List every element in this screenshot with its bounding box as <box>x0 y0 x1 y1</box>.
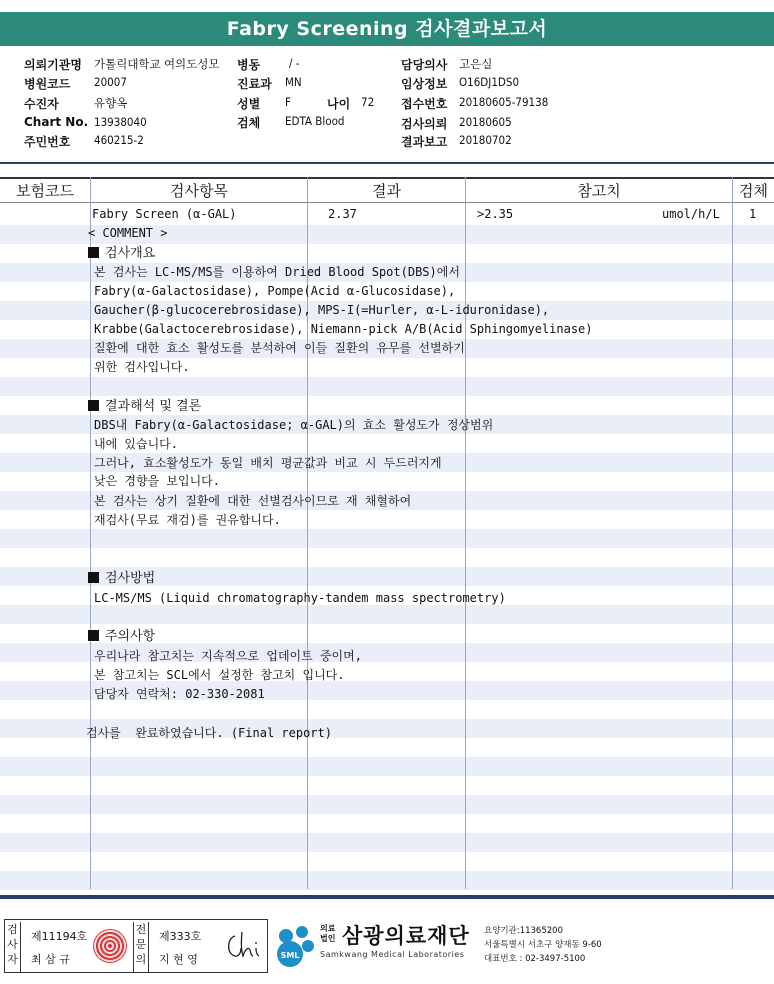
header-divider <box>0 162 774 164</box>
specialist-label: 전문의 <box>133 922 149 972</box>
organization-block <box>272 918 772 974</box>
table-row-stripe <box>0 377 774 396</box>
text-line: 본 참고치는 SCL에서 설정한 참고치 입니다. <box>94 668 345 682</box>
text-line: 재검사(무료 재검)를 권유합니다. <box>94 513 281 527</box>
table-row-stripe <box>0 871 774 890</box>
column-line <box>90 177 91 889</box>
specialist-license: 제333호 <box>159 930 202 943</box>
text-line: 우리나라 참고치는 지속적으로 업데이트 중이며, <box>94 649 362 663</box>
organization-english-name: Samkwang Medical Laboratories <box>320 950 465 959</box>
result-unit: umol/h/L <box>662 207 720 221</box>
organization-name: 삼광의료재단 <box>342 924 470 948</box>
table-row-stripe <box>0 776 774 795</box>
organization-phone: 대표번호 : 02-3497-5100 <box>484 954 586 964</box>
specialist-name: 지 현 영 <box>159 953 198 966</box>
bullet-square-icon <box>88 630 99 641</box>
final-note: 검사를 완료하였습니다. (Final report) <box>86 726 332 740</box>
logo-text: SML <box>280 951 300 960</box>
section-title-method: 검사방법 <box>88 569 155 588</box>
specialist-signature <box>223 928 263 964</box>
bullet-square-icon <box>88 572 99 583</box>
column-line <box>465 177 466 889</box>
bullet-square-icon <box>88 247 99 258</box>
text-line: Krabbe(Galactocerebrosidase), Niemann-pick A/B(Acid Sphingomyelinase) <box>94 322 593 336</box>
examiner-name: 최 삼 규 <box>31 953 70 966</box>
column-header-item: 검사항목 <box>170 182 228 200</box>
section-title-caution: 주의사항 <box>88 627 155 646</box>
text-line: 본 검사는 상기 질환에 대한 선별검사이므로 재 채혈하여 <box>94 494 412 508</box>
text-line: 낮은 경향을 보입니다. <box>94 474 221 488</box>
text-line: Gaucher(β-glucocerebrosidase), MPS-I(=Hurler, α-L-iduronidase), <box>94 303 550 317</box>
sml-logo-icon <box>272 922 318 970</box>
column-line <box>732 177 733 889</box>
result-item: Fabry Screen (α-GAL) <box>92 207 237 221</box>
table-row-stripe <box>0 795 774 814</box>
text-line: Fabry(α-Galactosidase), Pompe(Acid α-Glucosidase), <box>94 284 456 298</box>
text-line: 그러나, 효소활성도가 동일 배치 평균값과 비교 시 두드러지게 <box>94 456 442 470</box>
examiner-seal <box>93 929 127 963</box>
table-row-stripe <box>0 852 774 871</box>
table-header <box>0 177 774 203</box>
text-line: 본 검사는 LC-MS/MS를 이용하여 Dried Blood Spot(DBS)에서 <box>94 265 460 279</box>
text-line: 위한 검사입니다. <box>94 360 190 374</box>
table-row-stripe <box>0 548 774 567</box>
table-row-stripe <box>0 814 774 833</box>
table-row-stripe <box>0 833 774 852</box>
result-specimen: 1 <box>749 207 757 221</box>
column-header-reference: 참고치 <box>577 182 621 200</box>
section-title-overview: 검사개요 <box>88 244 155 263</box>
bullet-square-icon <box>88 400 99 411</box>
examiner-license: 제11194호 <box>31 930 88 943</box>
column-header-code: 보험코드 <box>16 182 74 200</box>
text-line: 내에 있습니다. <box>94 437 179 451</box>
text-line: 담당자 연락처: 02-330-2081 <box>94 687 265 701</box>
result-value: 2.37 <box>328 207 357 221</box>
text-line: 질환에 대한 효소 활성도를 분석하여 이들 질환의 유무를 선별하기 <box>94 341 465 355</box>
corp-label: 의료 법인 <box>320 924 336 943</box>
report-title: Fabry Screening 검사결과보고서 <box>0 12 774 46</box>
organization-code: 요양기관:11365200 <box>484 926 563 936</box>
table-row-stripe <box>0 529 774 548</box>
text-line: LC-MS/MS (Liquid chromatography-tandem mass spectrometry) <box>94 591 506 605</box>
signature-box <box>4 919 268 973</box>
section-title-interpretation: 결과해석 및 결론 <box>88 397 201 416</box>
text-line: DBS내 Fabry(α-Galactosidase; α-GAL)의 효소 활성도가 정상범위 <box>94 418 494 432</box>
organization-address: 서울특별시 서초구 양재동 9-60 <box>484 940 602 950</box>
column-header-result: 결과 <box>372 182 401 200</box>
result-reference: >2.35 <box>477 207 514 221</box>
footer-divider <box>0 895 774 899</box>
column-header-specimen: 검체 <box>739 182 768 200</box>
comment-label: < COMMENT > <box>88 226 168 240</box>
examiner-label: 검사자 <box>5 922 21 972</box>
table-row-stripe <box>0 757 774 776</box>
